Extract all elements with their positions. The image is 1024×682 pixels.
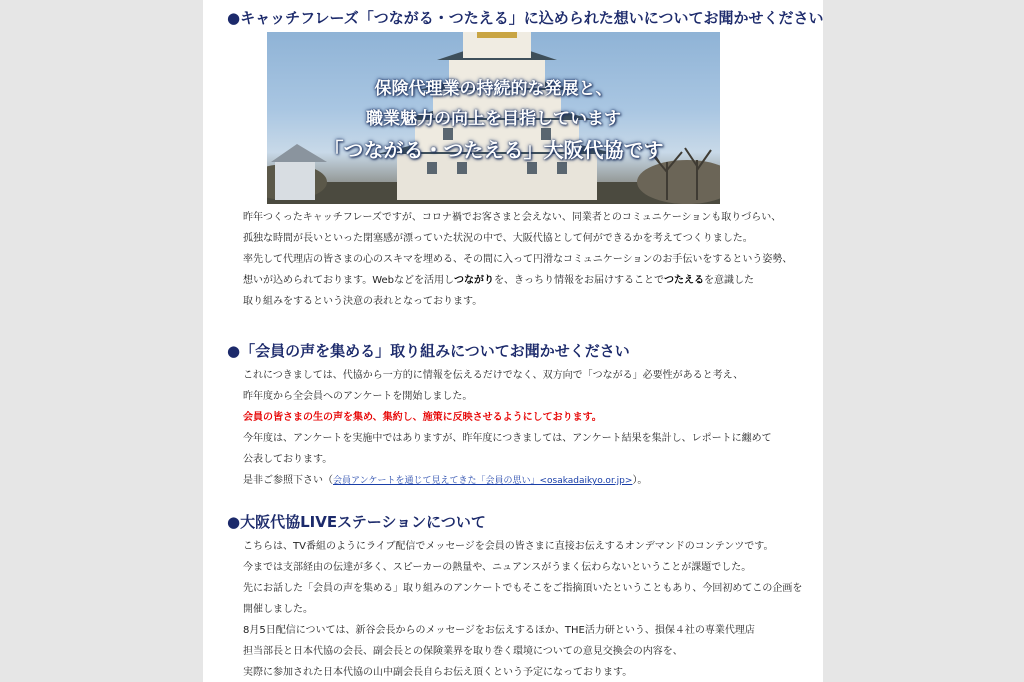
paragraph-line: 公表しております。 (243, 454, 333, 465)
text-span: ）。 (632, 475, 648, 486)
article-page (203, 0, 823, 682)
paragraph-line: 取り組みをするという決意の表れとなっております。 (243, 296, 483, 307)
text-span: を、きっちり情報をお届けすることで (494, 275, 665, 286)
section-heading-member-voices: ●「会員の声を集める」取り組みについてお聞かせください (227, 342, 630, 360)
paragraph-line: こちらは、TV番組のようにライブ配信でメッセージを会員の皆さまに直接お伝えするオンデマンドのコンテンツです。 (243, 541, 774, 552)
paragraph-line: 担当部長と日本代協の会長、副会長との保険業界を取り巻く環境についての意見交換会の内容を、 (243, 646, 683, 657)
text-span: を意識した (704, 275, 755, 286)
paragraph-line: 孤独な時間が長いといった閉塞感が漂っていた状況の中で、大阪代協として何ができるかを考えてつくりました。 (243, 233, 753, 244)
emphasis-tsutaeru: つたえる (664, 275, 705, 286)
hero-banner-image (267, 32, 720, 204)
hero-line-1: 保険代理業の持続的な発展と、 (374, 79, 613, 99)
paragraph-line: 昨年度から全会員へのアンケートを開始しました。 (243, 391, 473, 402)
section-heading-catchphrase: ●キャッチフレーズ「つながる・つたえる」に込められた想いについてお聞かせください (227, 9, 823, 27)
paragraph-line: 開催しました。 (243, 604, 313, 615)
emphasis-tsunagari: つながり (454, 275, 495, 286)
paragraph-line: これにつきましては、代協から一方的に情報を伝えるだけでなく、双方向で「つながる」必要性があると考え、 (243, 370, 744, 381)
paragraph-line: 実際に参加された日本代協の山中副会長自らお伝え頂くという予定になっております。 (243, 667, 633, 678)
paragraph-line: 率先して代理店の皆さまの心のスキマを埋める、その間に入って円滑なコミュニケーションのお手伝いをするという姿勢、 (243, 254, 793, 265)
paragraph-line: 8月5日配信については、新谷会長からのメッセージをお伝えするほか、THE活力研という、損保４社の専業代理店 (243, 625, 755, 636)
text-span: 是非ご参照下さい（ (243, 475, 333, 486)
survey-report-link[interactable]: 会員アンケートを通じて見えてきた「会員の思い」<osakadaikyo.or.jp> (333, 476, 633, 486)
paragraph-line (243, 270, 813, 291)
paragraph-line: 昨年つくったキャッチフレーズですが、コロナ禍でお客さまと会えない、同業者とのコミュニケーションも取りづらい、 (243, 212, 782, 223)
section2-body (243, 365, 813, 492)
text-span: 想いが込められております。Webなどを活用し (243, 275, 455, 286)
paragraph-line: 今までは支部経由の伝達が多く、スピーカーの熱量や、ニュアンスがうまく伝わらないということが課題でした。 (243, 562, 752, 573)
section-heading-live-station: ●大阪代協LIVEステーションについて (227, 513, 486, 531)
section1-body (243, 207, 813, 312)
hero-line-3: 「つながる・つたえる」大阪代協です (323, 138, 664, 162)
hero-line-2: 職業魅力の向上を目指しています (366, 109, 621, 129)
paragraph-line (243, 470, 813, 492)
paragraph-line: 今年度は、アンケートを実施中ではありますが、昨年度につきましては、アンケート結果を集計し、レポートに纏めて (243, 433, 772, 444)
section3-body (243, 536, 813, 682)
paragraph-line: 会員の皆さまの生の声を集め、集約し、施策に反映させるようにしております。 (243, 412, 602, 423)
paragraph-line: 先にお話した「会員の声を集める」取り組みのアンケートでもそこをご指摘頂いたということもあり、今回初めてこの企画を (243, 583, 803, 594)
